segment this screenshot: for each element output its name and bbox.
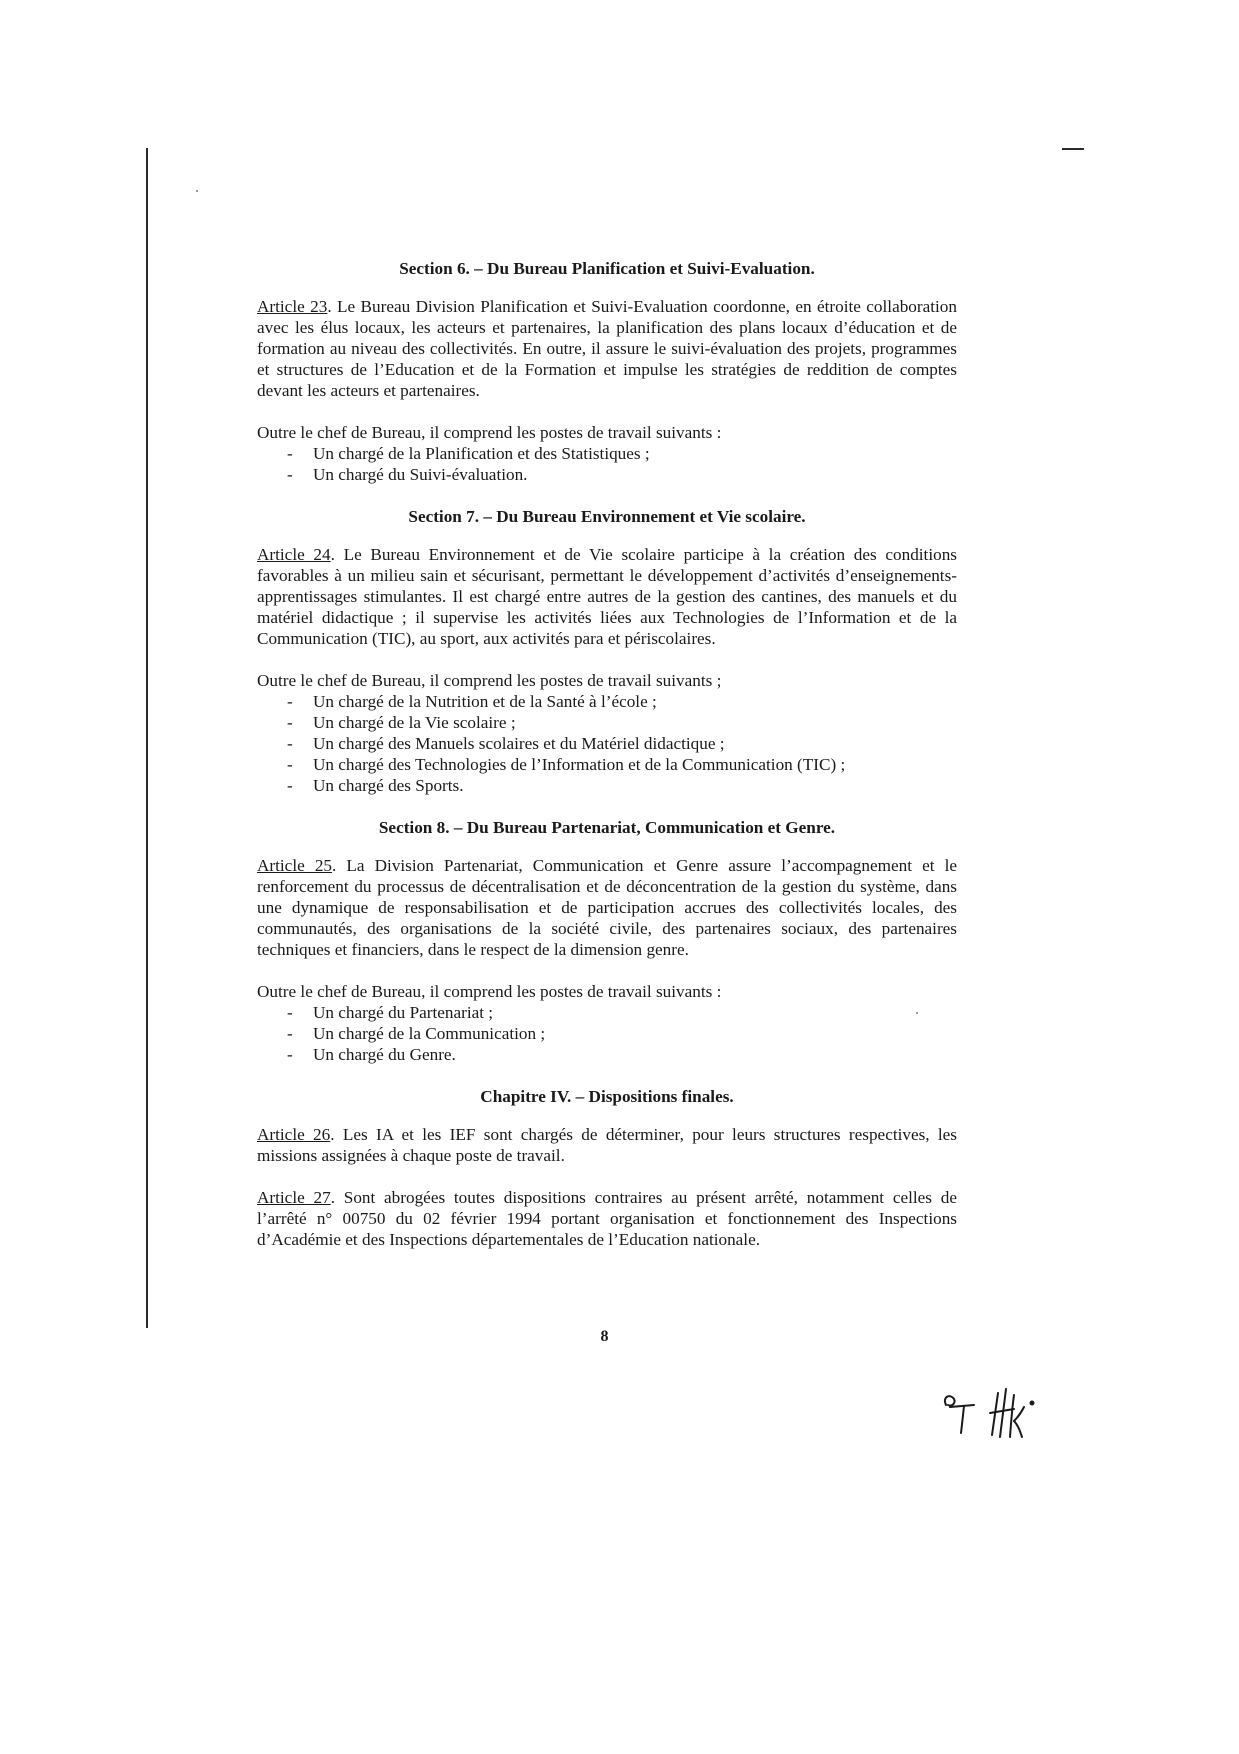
section-title: Section 7. – Du Bureau Environnement et Vie scolaire. — [408, 507, 806, 526]
article-ref: Article 23 — [257, 297, 328, 316]
list-item: - Un chargé de la Vie scolaire ; — [287, 712, 957, 733]
article-26 — [257, 1124, 957, 1166]
list-item: - Un chargé de la Communication ; — [287, 1023, 957, 1044]
article-ref: Article 24 — [257, 545, 331, 564]
article-text: . Sont abrogées toutes dispositions contraires au présent arrêté, notamment celles de l’arrêté n° 00750 du 02 février 1994 portant organisation et fonctionnement des Inspections d’Académie et des Inspections départementales de l’Education nationale. — [257, 1188, 957, 1249]
scan-edge-mark — [1062, 148, 1084, 150]
page-number: 8 — [600, 1328, 609, 1345]
article-ref: Article 26 — [257, 1125, 331, 1144]
scan-speck — [196, 190, 198, 192]
list-item: - Un chargé de la Planification et des Statistiques ; — [287, 443, 957, 464]
list-intro: Outre le chef de Bureau, il comprend les postes de travail suivants ; — [257, 671, 722, 690]
list-item: - Un chargé des Manuels scolaires et du Matériel didactique ; — [287, 733, 957, 754]
article-ref: Article 25 — [257, 856, 333, 875]
chapter-title: Chapitre IV. – Dispositions finales. — [480, 1087, 734, 1106]
article-24 — [257, 544, 957, 649]
section-title: Section 8. – Du Bureau Partenariat, Communication et Genre. — [378, 818, 836, 837]
article-23 — [257, 296, 957, 401]
list-item: - Un chargé du Suivi-évaluation. — [287, 464, 957, 485]
section-6 — [257, 258, 957, 485]
postes-list — [257, 691, 957, 796]
scan-border-line — [146, 148, 148, 1328]
list-item: - Un chargé des Sports. — [287, 775, 957, 796]
section-title: Section 6. – Du Bureau Planification et Suivi-Evaluation. — [399, 259, 815, 278]
article-text: . Le Bureau Environnement et de Vie scolaire participe à la création des conditions favorables à un milieu sain et sécurisant, permettant le développement d’activités d’enseignements-apprentissages stimulantes. Il est chargé entre autres de la gestion des cantines, des manuels et du matériel didactique ; il supervise les activités liées aux Technologies de l’Information et de la Communication (TIC), au sport, aux activités para et périscolaires. — [257, 545, 957, 648]
postes-list — [257, 443, 957, 485]
chapter-4 — [257, 1086, 957, 1250]
list-item: - Un chargé des Technologies de l’Information et de la Communication (TIC) ; — [287, 754, 957, 775]
article-text: . La Division Partenariat, Communication et Genre assure l’accompagnement et le renforcement du processus de décentralisation et de déconcentration de la gestion du système, dans une dynamique de responsabilisation et de participation accrues des collectivités locales, des communautés, des organisations de la société civile, des partenaires sociaux, des partenaires techniques et financiers, dans le respect de la dimension genre. — [257, 856, 957, 959]
article-text: . Les IA et les IEF sont chargés de déterminer, pour leurs structures respectives, les missions assignées à chaque poste de travail. — [257, 1125, 957, 1165]
section-8 — [257, 817, 957, 1065]
handwritten-initials-signature — [940, 1385, 1060, 1440]
article-27 — [257, 1187, 957, 1250]
section-7 — [257, 506, 957, 796]
list-item: - Un chargé du Genre. — [287, 1044, 957, 1065]
list-item: - Un chargé de la Nutrition et de la Santé à l’école ; — [287, 691, 957, 712]
postes-list — [257, 1002, 957, 1065]
article-text: . Le Bureau Division Planification et Suivi-Evaluation coordonne, en étroite collaboration avec les élus locaux, les acteurs et partenaires, la planification des plans locaux d’éducation et de formation au niveau des collectivités. En outre, il assure le suivi-évaluation des projets, programmes et structures de l’Education et de la Formation et impulse les stratégies de reddition de comptes devant les acteurs et partenaires. — [257, 297, 957, 400]
list-intro: Outre le chef de Bureau, il comprend les postes de travail suivants : — [257, 423, 722, 442]
document-body — [257, 258, 957, 1271]
list-intro: Outre le chef de Bureau, il comprend les postes de travail suivants : — [257, 982, 722, 1001]
article-25 — [257, 855, 957, 960]
article-ref: Article 27 — [257, 1188, 331, 1207]
list-item: - Un chargé du Partenariat ; — [287, 1002, 957, 1023]
